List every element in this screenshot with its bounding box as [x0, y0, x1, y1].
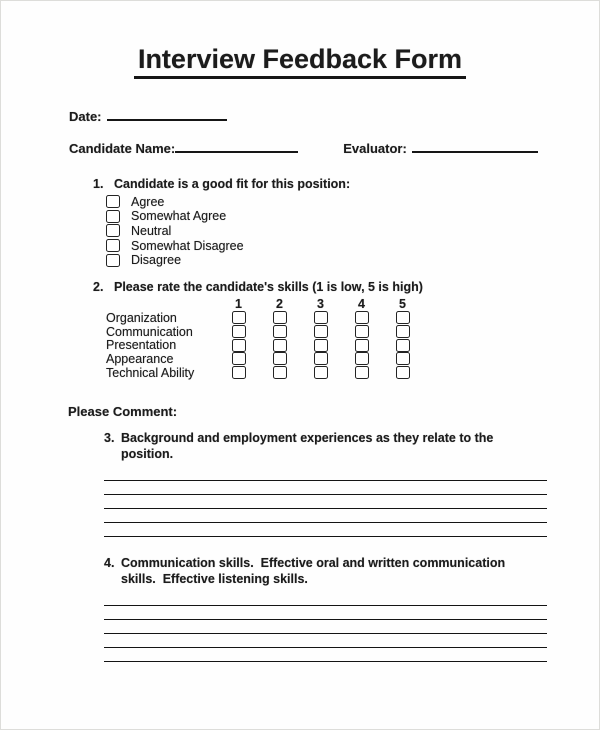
rating-cell [218, 366, 259, 379]
rating-cell [259, 339, 300, 352]
q4-answer-line-5[interactable] [104, 648, 547, 662]
question-4 [104, 556, 599, 662]
rating-checkbox-row3-col3[interactable] [314, 339, 328, 352]
q1-option-2-label: Somewhat Agree [131, 209, 227, 224]
q1-option-1-checkbox[interactable] [106, 195, 120, 208]
rating-row-1 [106, 311, 423, 325]
rating-grid [106, 311, 423, 379]
date-label: Date: [69, 109, 102, 124]
rating-cell [218, 339, 259, 352]
option-row-4 [106, 238, 350, 253]
rating-cell [341, 352, 382, 365]
rating-checkbox-row2-col2[interactable] [273, 325, 287, 338]
question-3-text: Background and employment experiences as they relate to the position. [121, 431, 497, 461]
question-1 [93, 177, 599, 267]
question-4-body [121, 556, 547, 662]
scale-label-5: 5 [399, 296, 406, 311]
question-1-text: Candidate is a good fit for this position: [114, 177, 351, 191]
rating-cell [341, 339, 382, 352]
candidate-name-label: Candidate Name: [69, 141, 176, 156]
q3-answer-line-4[interactable] [104, 509, 547, 523]
rating-cell [382, 366, 423, 379]
q4-answer-lines [104, 592, 547, 662]
rating-cell [259, 366, 300, 379]
rating-checkbox-row4-col1[interactable] [232, 352, 246, 365]
q4-answer-line-1[interactable] [104, 592, 547, 606]
question-4-text: Communication skills. Effective oral and written communication skills. Effective listening skills. [121, 556, 509, 586]
question-2-body [106, 280, 423, 380]
evaluator-group [343, 139, 538, 156]
q1-options [106, 195, 350, 268]
option-row-5 [106, 253, 350, 268]
question-3 [104, 431, 599, 537]
page-title-text: Interview Feedback Form [134, 43, 466, 79]
candidate-evaluator-row [69, 139, 599, 156]
skill-label-1: Organization [106, 310, 177, 325]
rating-cell [300, 352, 341, 365]
question-2 [93, 280, 599, 379]
option-row-3 [106, 224, 350, 239]
rating-checkbox-row3-col5[interactable] [396, 339, 410, 352]
scale-header-spacer [106, 297, 218, 311]
scale-label-1: 1 [235, 296, 242, 311]
rating-checkbox-row2-col1[interactable] [232, 325, 246, 338]
question-3-number: 3. [104, 431, 115, 446]
rating-cell [300, 339, 341, 352]
scale-label-4: 4 [358, 296, 365, 311]
rating-cell [218, 352, 259, 365]
rating-checkbox-row3-col1[interactable] [232, 339, 246, 352]
question-1-body [114, 177, 350, 267]
question-4-number: 4. [104, 556, 115, 571]
rating-cell [218, 325, 259, 338]
candidate-name-blank[interactable] [175, 139, 298, 153]
q4-answer-line-4[interactable] [104, 634, 547, 648]
rating-checkbox-row1-col2[interactable] [273, 311, 287, 324]
rating-row-4 [106, 352, 423, 366]
q1-option-4-label: Somewhat Disagree [131, 238, 244, 253]
rating-checkbox-row2-col5[interactable] [396, 325, 410, 338]
skill-label-5: Technical Ability [106, 365, 195, 380]
rating-checkbox-row4-col4[interactable] [355, 352, 369, 365]
rating-checkbox-row5-col1[interactable] [232, 366, 246, 379]
rating-cell [341, 311, 382, 324]
rating-cell [259, 325, 300, 338]
rating-cell [300, 325, 341, 338]
q1-option-1-label: Agree [131, 194, 165, 209]
rating-checkbox-row1-col4[interactable] [355, 311, 369, 324]
rating-checkbox-row4-col2[interactable] [273, 352, 287, 365]
question-2-text: Please rate the candidate's skills (1 is low, 5 is high) [114, 280, 423, 295]
rating-checkbox-row5-col4[interactable] [355, 366, 369, 379]
date-field-row [69, 107, 599, 124]
q4-answer-line-2[interactable] [104, 606, 547, 620]
q1-option-4-checkbox[interactable] [106, 239, 120, 252]
rating-scale-header [106, 297, 423, 311]
rating-cell [300, 366, 341, 379]
rating-cell [341, 325, 382, 338]
rating-checkbox-row5-col2[interactable] [273, 366, 287, 379]
skill-label-3: Presentation [106, 338, 177, 353]
q3-answer-line-2[interactable] [104, 481, 547, 495]
evaluator-blank[interactable] [412, 139, 538, 153]
q3-answer-line-3[interactable] [104, 495, 547, 509]
rating-cell [382, 339, 423, 352]
rating-cell [382, 352, 423, 365]
rating-cell [259, 311, 300, 324]
rating-checkbox-row1-col5[interactable] [396, 311, 410, 324]
rating-cell [300, 311, 341, 324]
q4-answer-line-3[interactable] [104, 620, 547, 634]
rating-checkbox-row1-col3[interactable] [314, 311, 328, 324]
question-3-body [121, 431, 547, 537]
page-title [1, 43, 599, 79]
rating-checkbox-row1-col1[interactable] [232, 311, 246, 324]
q1-option-3-label: Neutral [131, 223, 172, 238]
rating-checkbox-row3-col2[interactable] [273, 339, 287, 352]
rating-cell [382, 325, 423, 338]
question-1-number: 1. [93, 177, 104, 191]
question-2-number: 2. [93, 280, 104, 295]
comment-heading: Please Comment: [68, 404, 178, 420]
rating-row-3 [106, 338, 423, 352]
rating-checkbox-row4-col5[interactable] [396, 352, 410, 365]
rating-cell [382, 311, 423, 324]
rating-cell [341, 366, 382, 379]
q1-option-3-checkbox[interactable] [106, 224, 120, 237]
rating-checkbox-row2-col3[interactable] [314, 325, 328, 338]
q3-answer-lines [104, 467, 547, 537]
date-blank[interactable] [107, 107, 227, 121]
q1-option-5-label: Disagree [131, 253, 182, 268]
option-row-1 [106, 195, 350, 210]
rating-checkbox-row3-col4[interactable] [355, 339, 369, 352]
rating-checkbox-row5-col5[interactable] [396, 366, 410, 379]
q1-option-2-checkbox[interactable] [106, 210, 120, 223]
option-row-2 [106, 209, 350, 224]
rating-cell [218, 311, 259, 324]
rating-checkbox-row2-col4[interactable] [355, 325, 369, 338]
rating-checkbox-row5-col3[interactable] [314, 366, 328, 379]
q1-option-5-checkbox[interactable] [106, 254, 120, 267]
candidate-name-group [69, 139, 298, 156]
q3-answer-line-1[interactable] [104, 467, 547, 481]
rating-checkbox-row4-col3[interactable] [314, 352, 328, 365]
scale-label-2: 2 [276, 296, 283, 311]
skill-label-4: Appearance [106, 351, 174, 366]
scale-label-3: 3 [317, 296, 324, 311]
skill-label-2: Communication [106, 324, 193, 339]
rating-row-5 [106, 366, 423, 380]
q3-answer-line-5[interactable] [104, 523, 547, 537]
rating-row-2 [106, 325, 423, 339]
evaluator-label: Evaluator: [343, 141, 407, 156]
rating-cell [259, 352, 300, 365]
